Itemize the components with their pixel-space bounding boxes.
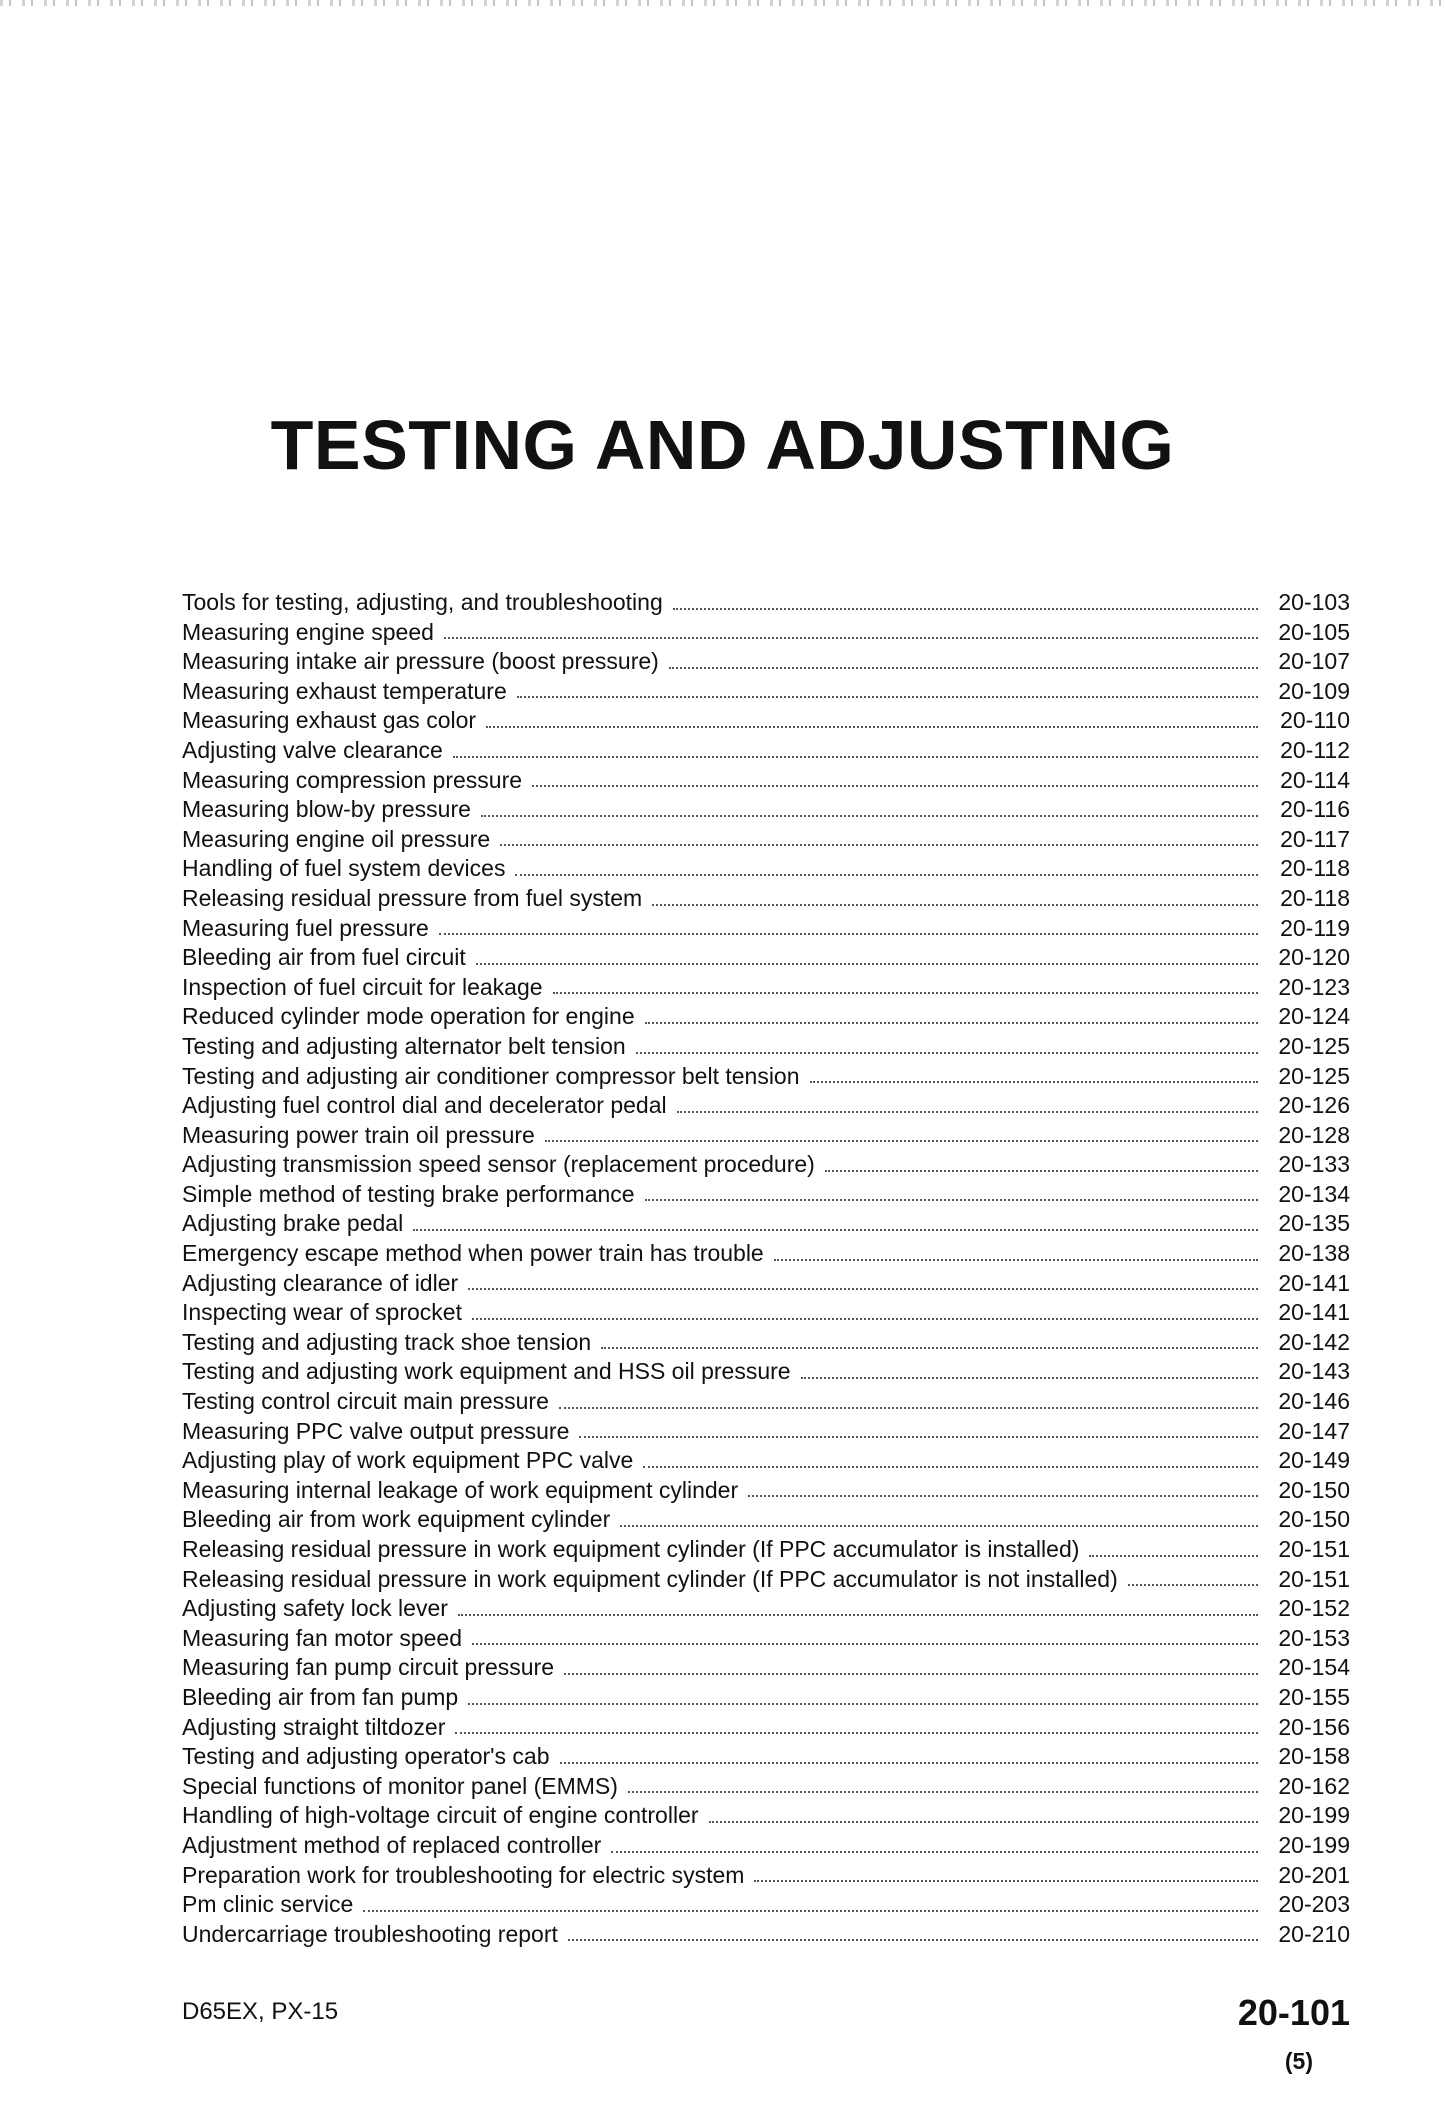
dot-leader [1128,1584,1258,1586]
dot-leader [645,1022,1258,1024]
toc-entry[interactable] [182,1062,1350,1092]
dot-leader [601,1347,1258,1349]
dot-leader [476,963,1258,965]
toc-entry-label: Measuring internal leakage of work equipment cylinder [182,1476,739,1503]
toc-entry-label: Measuring power train oil pressure [182,1121,535,1148]
toc-entry-label: Adjusting clearance of idler [182,1269,459,1296]
dot-leader [413,1229,1258,1231]
toc-entry-page: 20-142 [1278,1328,1350,1355]
toc-entry[interactable] [182,766,1350,796]
dot-leader [810,1081,1258,1083]
toc-entry-label: Emergency escape method when power train has trouble [182,1240,764,1267]
toc-entry-label: Measuring intake air pressure (boost pressure) [182,648,659,675]
toc-entry-label: Adjusting transmission speed sensor (replacement procedure) [182,1151,815,1178]
toc-entry-label: Releasing residual pressure from fuel system [182,884,643,911]
toc-entry-label: Measuring blow-by pressure [182,796,471,823]
toc-entry-label: Testing and adjusting air conditioner compressor belt tension [182,1062,800,1089]
toc-entry-page: 20-141 [1278,1269,1350,1296]
toc-entry-label: Testing and adjusting operator's cab [182,1743,550,1770]
toc-entry-page: 20-134 [1278,1180,1350,1207]
toc-entry-label: Testing control circuit main pressure [182,1388,549,1415]
dot-leader [1089,1555,1258,1557]
toc-entry-page: 20-138 [1278,1240,1350,1267]
toc-entry[interactable] [182,1150,1350,1180]
toc-entry-label: Inspection of fuel circuit for leakage [182,973,543,1000]
dot-leader [472,1643,1258,1645]
toc-entry-label: Measuring compression pressure [182,766,523,793]
toc-entry[interactable] [182,736,1350,766]
dot-leader [559,1407,1258,1409]
toc-entry-page: 20-118 [1280,855,1350,882]
toc-entry[interactable] [182,973,1350,1003]
toc-entry-page: 20-143 [1278,1358,1350,1385]
toc-entry-label: Measuring engine speed [182,618,434,645]
table-of-contents [182,588,1350,1949]
toc-entry[interactable] [182,588,1350,618]
dot-leader [652,904,1258,906]
toc-entry[interactable] [182,1002,1350,1032]
toc-entry[interactable] [182,1417,1350,1447]
toc-entry-label: Adjusting fuel control dial and decelerator pedal [182,1092,667,1119]
toc-entry[interactable] [182,677,1350,707]
toc-entry-page: 20-109 [1278,677,1350,704]
toc-entry[interactable] [182,647,1350,677]
toc-entry-page: 20-117 [1280,825,1350,852]
dot-leader [517,696,1258,698]
toc-entry-page: 20-107 [1278,648,1350,675]
toc-entry-page: 20-147 [1278,1417,1350,1444]
dot-leader [825,1170,1258,1172]
toc-entry-page: 20-156 [1278,1713,1350,1740]
toc-entry-label: Releasing residual pressure in work equipment cylinder (If PPC accumulator is installed) [182,1536,1080,1562]
dot-leader [444,637,1258,639]
toc-entry-page: 20-162 [1278,1772,1350,1799]
toc-entry[interactable] [182,1713,1350,1743]
toc-entry[interactable] [182,1653,1350,1683]
toc-entry-page: 20-120 [1278,944,1350,971]
toc-entry-label: Testing and adjusting track shoe tension [182,1328,592,1355]
toc-entry-page: 20-133 [1278,1151,1350,1178]
toc-entry-page: 20-152 [1278,1595,1350,1622]
toc-entry[interactable] [182,943,1350,973]
dot-leader [620,1525,1258,1527]
toc-entry[interactable] [182,1298,1350,1328]
dot-leader [636,1052,1258,1054]
toc-entry-page: 20-128 [1278,1121,1350,1148]
toc-entry-label: Handling of fuel system devices [182,855,506,882]
toc-entry-label: Bleeding air from work equipment cylinder [182,1506,611,1533]
dot-leader [481,815,1258,817]
toc-entry-page: 20-124 [1278,1003,1350,1030]
dot-leader [628,1791,1258,1793]
toc-entry-label: Measuring fan pump circuit pressure [182,1654,554,1681]
dot-leader [453,756,1258,758]
toc-entry-page: 20-154 [1278,1654,1350,1681]
revision-number: (5) [1284,2048,1313,2074]
toc-entry-label: Special functions of monitor panel (EMMS) [182,1772,618,1799]
toc-entry[interactable] [182,1742,1350,1772]
toc-entry[interactable] [182,825,1350,855]
toc-entry-page: 20-150 [1278,1476,1350,1503]
toc-entry-page: 20-210 [1278,1920,1350,1947]
dot-leader [568,1939,1258,1941]
dot-leader [673,608,1258,610]
toc-entry-page: 20-203 [1278,1891,1350,1918]
toc-entry-label: Bleeding air from fuel circuit [182,944,466,971]
toc-entry-page: 20-158 [1278,1743,1350,1770]
dot-leader [458,1614,1258,1616]
toc-entry[interactable] [182,1091,1350,1121]
toc-entry-label: Measuring PPC valve output pressure [182,1417,570,1444]
toc-entry[interactable] [182,1801,1350,1831]
toc-entry[interactable] [182,1239,1350,1269]
toc-entry-label: Measuring fuel pressure [182,914,429,941]
toc-entry-page: 20-118 [1280,884,1350,911]
dot-leader [500,844,1258,846]
toc-entry-label: Adjusting straight tiltdozer [182,1713,446,1740]
dot-leader [545,1140,1258,1142]
toc-entry-label: Testing and adjusting alternator belt tension [182,1032,626,1059]
toc-entry-page: 20-199 [1278,1802,1350,1829]
toc-entry-label: Measuring exhaust gas color [182,707,477,734]
toc-entry-label: Simple method of testing brake performance [182,1180,635,1207]
toc-entry[interactable] [182,1387,1350,1417]
toc-entry[interactable] [182,1357,1350,1387]
dot-leader [579,1436,1258,1438]
toc-entry[interactable] [182,1269,1350,1299]
scan-edge-artifact [0,0,1445,6]
dot-leader [645,1199,1258,1201]
toc-entry-label: Releasing residual pressure in work equipment cylinder (If PPC accumulator is not installed) [182,1565,1118,1592]
toc-entry[interactable] [182,914,1350,944]
toc-entry[interactable] [182,706,1350,736]
dot-leader [774,1259,1258,1261]
page-title: TESTING AND ADJUSTING [270,406,1175,484]
toc-entry-page: 20-146 [1278,1388,1350,1415]
toc-entry[interactable] [182,1594,1350,1624]
dot-leader [611,1851,1258,1853]
toc-entry[interactable] [182,795,1350,825]
dot-leader [669,667,1258,669]
toc-entry[interactable] [182,1920,1350,1950]
dot-leader [472,1318,1258,1320]
toc-entry-page: 20-110 [1280,707,1350,734]
toc-entry-label: Pm clinic service [182,1891,354,1918]
toc-entry-label: Adjusting safety lock lever [182,1595,448,1622]
toc-entry[interactable] [182,884,1350,914]
toc-entry[interactable] [182,1831,1350,1861]
dot-leader [486,726,1258,728]
toc-entry[interactable] [182,1505,1350,1535]
toc-entry-page: 20-123 [1278,973,1350,1000]
machine-model: D65EX, PX-15 [182,1998,339,2025]
toc-entry[interactable] [182,1861,1350,1891]
toc-entry-page: 20-103 [1278,589,1350,615]
dot-leader [643,1466,1258,1468]
toc-entry-page: 20-151 [1278,1565,1350,1592]
toc-entry[interactable] [182,1772,1350,1802]
dot-leader [754,1880,1258,1882]
toc-entry[interactable] [182,1180,1350,1210]
toc-entry-page: 20-114 [1280,766,1350,793]
toc-entry-label: Adjusting play of work equipment PPC valve [182,1447,634,1474]
dot-leader [677,1111,1258,1113]
dot-leader [748,1495,1258,1497]
toc-entry-label: Tools for testing, adjusting, and troubleshooting [182,589,663,615]
toc-entry[interactable] [182,1209,1350,1239]
toc-entry-label: Testing and adjusting work equipment and HSS oil pressure [182,1358,791,1385]
toc-entry[interactable] [182,1121,1350,1151]
toc-entry[interactable] [182,1535,1350,1565]
toc-entry-page: 20-153 [1278,1624,1350,1651]
toc-entry[interactable] [182,1328,1350,1358]
toc-entry[interactable] [182,1032,1350,1062]
toc-entry-label: Measuring engine oil pressure [182,825,491,852]
dot-leader [560,1762,1258,1764]
page-number: 20-101 [1237,1992,1350,2033]
toc-entry[interactable] [182,1683,1350,1713]
dot-leader [515,874,1258,876]
dot-leader [801,1377,1258,1379]
toc-entry-page: 20-150 [1278,1506,1350,1533]
toc-entry-page: 20-119 [1280,914,1350,941]
toc-entry-label: Reduced cylinder mode operation for engine [182,1003,635,1030]
toc-entry-page: 20-125 [1278,1032,1350,1059]
toc-entry-page: 20-112 [1280,736,1350,763]
toc-entry-label: Measuring exhaust temperature [182,677,507,704]
toc-entry-page: 20-125 [1278,1062,1350,1089]
toc-entry-label: Undercarriage troubleshooting report [182,1920,558,1947]
toc-entry-label: Bleeding air from fan pump [182,1683,459,1710]
toc-entry[interactable] [182,1446,1350,1476]
toc-entry[interactable] [182,1565,1350,1595]
toc-entry-label: Preparation work for troubleshooting for electric system [182,1861,745,1888]
toc-entry-label: Measuring fan motor speed [182,1624,462,1651]
dot-leader [363,1910,1258,1912]
toc-entry-page: 20-149 [1278,1447,1350,1474]
toc-entry[interactable] [182,1476,1350,1506]
dot-leader [553,992,1258,994]
dot-leader [564,1673,1258,1675]
toc-entry[interactable] [182,1624,1350,1654]
dot-leader [532,785,1258,787]
toc-entry-page: 20-141 [1278,1299,1350,1326]
toc-entry-page: 20-105 [1278,618,1350,645]
toc-entry-label: Handling of high-voltage circuit of engine controller [182,1802,699,1829]
toc-entry-label: Adjusting valve clearance [182,736,443,763]
toc-entry-page: 20-116 [1280,796,1350,823]
toc-entry-page: 20-126 [1278,1092,1350,1119]
toc-entry-page: 20-201 [1278,1861,1350,1888]
toc-entry[interactable] [182,854,1350,884]
dot-leader [709,1821,1258,1823]
toc-entry-label: Adjusting brake pedal [182,1210,404,1237]
toc-entry-label: Adjustment method of replaced controller [182,1831,602,1858]
toc-entry[interactable] [182,618,1350,648]
toc-entry-page: 20-135 [1278,1210,1350,1237]
toc-entry-label: Inspecting wear of sprocket [182,1299,462,1326]
toc-entry-page: 20-151 [1278,1536,1350,1562]
dot-leader [468,1288,1258,1290]
toc-entry[interactable] [182,1890,1350,1920]
toc-entry-page: 20-199 [1278,1831,1350,1858]
dot-leader [468,1703,1258,1705]
toc-entry-page: 20-155 [1278,1683,1350,1710]
dot-leader [439,933,1258,935]
dot-leader [455,1732,1258,1734]
